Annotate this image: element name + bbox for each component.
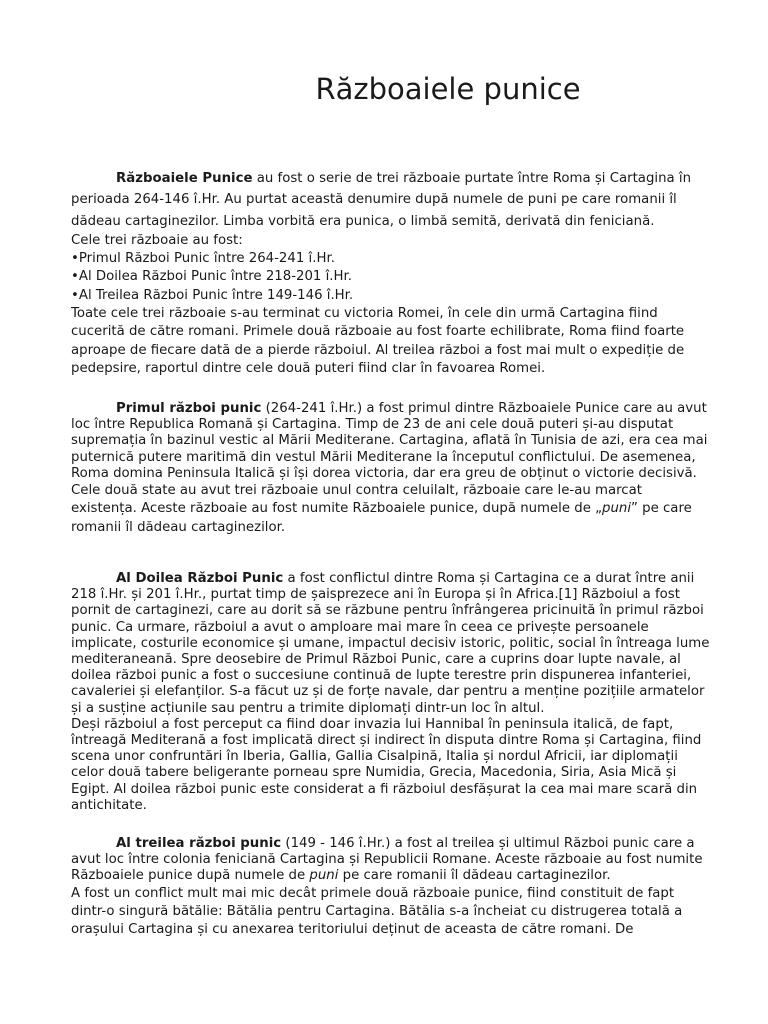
intro-summary: Toate cele trei războaie s-au terminat cu victoria Romei, în cele din urmă Cartagina fiind cucerită de către romani. Primele două războaie au fost foarte echilibrate, Roma fiind foarte aproape de fiecare dată de a pierde războiul. Al treilea război a fost mai mult o expediție de pedepsire, raportul dintre cele două puteri fiind clar în favoarea Romei. — [71, 306, 685, 376]
first-war-second-text-a: Cele două state au avut trei războaie unul contra celuilalt, războaie care le-au marcat existența. Aceste războaie au fost numite Războaiele punice, după numele de „ — [71, 483, 642, 517]
third-war-second-paragraph: A fost un conflict mult mai mic decât primele două războaie punice, fiind constituit de fapt dintr-o singură bătălie: Bătălia pentru Cartagina. Bătălia s-a încheiat cu distrugerea totală a orașului Cartagina și cu anexarea teritoriului deținut de aceasta de către romani. De — [71, 885, 683, 938]
intro-lead-bold: Războaiele Punice — [116, 171, 253, 186]
page-title: Războaiele punice — [315, 72, 581, 106]
first-war-heading: Primul război punic — [116, 401, 262, 416]
third-war-section — [71, 836, 711, 940]
intro-section — [71, 168, 711, 378]
second-war-text: a fost conflictul dintre Roma și Cartagina ce a durat între anii 218 î.Hr. și 201 î.Hr., purtat timp de șaisprezece ani în Europa și în Africa.[1] Războiul a fost pornit de cartaginezi, care au dorit să se răzbune pentru înfrângerea pricinuită în primul război punic. Ca urmare, războiul a avut o amploare mai mare în ceea ce privește persoanele implicate, costurile economice și umane, impactul decisiv istoric, politic, social în întreaga lume mediteraneană. Spre deosebire de Primul Război Punic, care a cuprins doar lupte navale, al doilea război punic a fost o succesiune continuă de lupte terestre prin dispunerea infanteriei, cavaleriei și elefanților. S-a făcut uz și de forțe navale, dar pentru a menține pozițiile armatelor și a susține acțiunile sau pentru a trimite diplomați dintr-un loc în altul. — [71, 571, 710, 716]
third-war-text-a: (149 - 146 î.Hr.) a fost al treilea și ultimul Război punic care a avut loc între colonia feniciană Cartagina și Republicii Romane. Aceste războaie au fost numite Războaiele punice după numele de — [71, 836, 703, 884]
list-item-first-war: •Primul Război Punic între 264-241 î.Hr. — [71, 251, 335, 267]
first-war-text: (264-241 î.Hr.) a fost primul dintre Războaiele Punice care au avut loc între Republica Romană și Cartagina. Timp de 23 de ani cele două puteri și-au disputat supremația în bazinul vestic al Mării Mediterane. Cartagina, aflată în Tunisia de azi, era cea mai puternică putere maritimă din vestul Mării Mediterane la începutul conflictului. De asemenea, Roma domina Peninsula Italică și își dorea victoria, dar era greu de obținut o victorie decisivă. — [71, 401, 708, 481]
second-war-section — [71, 571, 711, 814]
first-war-second-paragraph — [71, 482, 711, 537]
intro-paragraph — [71, 168, 711, 232]
intro-lead-text: au fost o serie de trei războaie purtate între Roma și Cartagina în perioada 264-146 î.Hr. Au purtat această denumire după numele de puni pe care romanii îl dădeau cartaginezilor. Limba vorbită era punica, o limbă semită, derivată din feniciană. — [71, 171, 692, 229]
third-war-text-b: pe care romanii îl dădeau cartaginezilor. — [338, 868, 611, 884]
puni-term-third: puni — [309, 868, 339, 884]
first-war-paragraph — [71, 401, 711, 482]
puni-term: puni — [602, 501, 632, 517]
third-war-heading: Al treilea război punic — [116, 836, 282, 851]
third-war-paragraph — [71, 836, 711, 885]
second-war-second-paragraph: Deși războiul a fost perceput ca fiind doar invazia lui Hannibal în peninsula italică, de fapt, întreagă Mediterană a fost implicată direct și indirect în disputa dintre Roma și Cartagina, fiind scena unor confruntări în Iberia, Gallia, Gallia Cisalpină, Italia și nordul Africii, iar diplomații celor două tabere beligerante porneau spre Numidia, Grecia, Macedonia, Siria, Asia Mică și Egipt. Al doilea război punic este considerat a fi războiul desfășurat la cea mai mare scară din antichitate. — [71, 716, 702, 813]
list-item-third-war: •Al Treilea Război Punic între 149-146 î.Hr. — [71, 287, 354, 303]
second-war-heading: Al Doilea Război Punic — [116, 571, 284, 586]
list-item-second-war: •Al Doilea Război Punic între 218-201 î.Hr. — [71, 269, 353, 285]
second-war-paragraph — [71, 571, 711, 717]
first-war-section — [71, 401, 711, 537]
first-war-second-text-b: ” pe care romanii îl dădeau cartaginezilor. — [71, 501, 692, 535]
wars-list-intro: Cele trei războaie au fost: — [71, 232, 243, 248]
